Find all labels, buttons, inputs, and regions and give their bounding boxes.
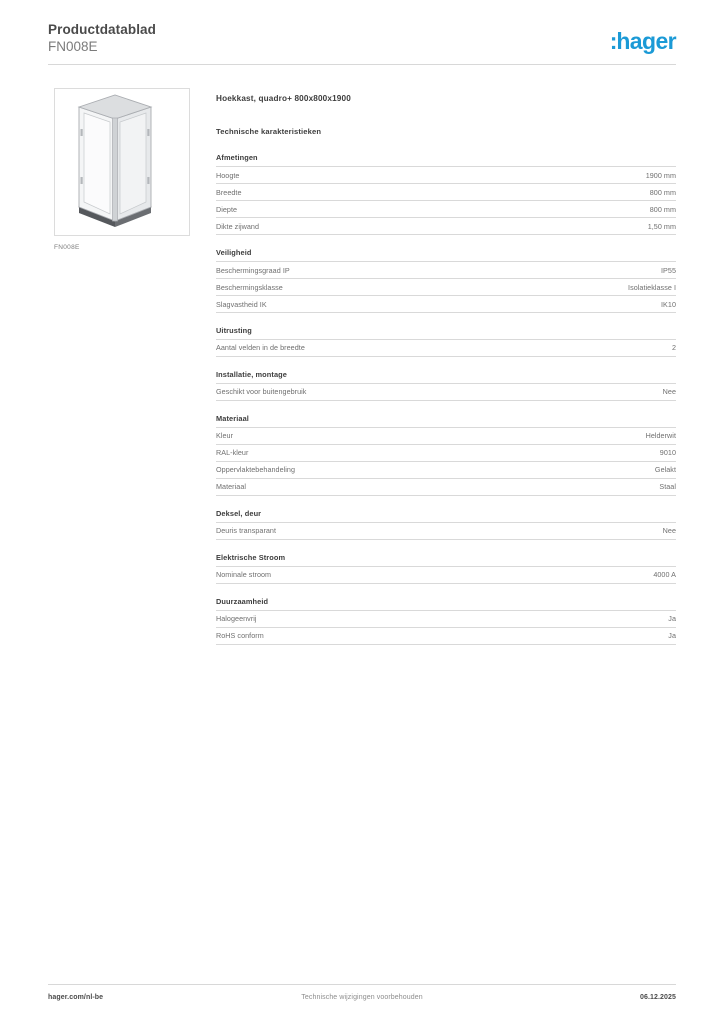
spec-label: Oppervlaktebehandeling	[216, 465, 296, 475]
spec-label: Materiaal	[216, 482, 247, 492]
header-titles	[48, 22, 156, 55]
spec-value: 2	[671, 343, 676, 353]
table-row	[216, 278, 676, 295]
spec-label: Nominale stroom	[216, 570, 272, 580]
spec-group-title: Elektrische Stroom	[216, 552, 286, 562]
table-row	[216, 167, 676, 184]
product-name: Hoekkast, quadro+ 800x800x1900	[216, 94, 351, 103]
specification-content	[216, 94, 676, 658]
spec-group	[216, 370, 676, 401]
spec-label: Beschermingsklasse	[216, 282, 283, 292]
spec-value: Ja	[668, 614, 676, 624]
figure-caption: FN008E	[54, 244, 80, 251]
spec-value: 800 mm	[649, 187, 676, 197]
product-reference-subtitle: FN008E	[48, 39, 98, 54]
spec-label: Diepte	[216, 204, 238, 214]
spec-label: Dikte zijwand	[216, 221, 259, 231]
spec-value: Nee	[662, 526, 676, 536]
spec-label: Geschikt voor buitengebruik	[216, 387, 307, 397]
table-row	[216, 339, 676, 356]
page-title: Productdatablad	[48, 22, 157, 37]
table-row	[216, 183, 676, 200]
spec-group-title: Afmetingen	[216, 153, 258, 162]
spec-group	[216, 414, 676, 496]
spec-group	[216, 326, 676, 357]
table-row	[216, 444, 676, 461]
spec-label: Breedte	[216, 187, 242, 197]
spec-group-title: Deksel, deur	[216, 508, 262, 518]
spec-group	[216, 153, 676, 235]
spec-group-title: Duurzaamheid	[216, 596, 269, 606]
spec-table	[216, 339, 676, 357]
logo-colon-icon: :	[609, 28, 617, 54]
spec-table	[216, 610, 676, 645]
spec-group	[216, 553, 676, 584]
spec-value: Ja	[668, 631, 676, 641]
spec-label: Aantal velden in de breedte	[216, 343, 305, 353]
table-row	[216, 522, 676, 539]
spec-label: Slagvastheid IK	[216, 299, 267, 309]
table-row	[216, 566, 676, 583]
table-row	[216, 427, 676, 444]
footer-divider	[48, 984, 676, 985]
technical-characteristics-heading: Technische karakteristieken	[216, 127, 322, 136]
hager-logo	[610, 28, 676, 54]
spec-value: Staal	[659, 482, 676, 492]
table-row	[216, 295, 676, 312]
logo-wordmark: hager	[616, 28, 676, 54]
table-row	[216, 478, 676, 495]
product-figure	[54, 88, 192, 251]
table-row	[216, 200, 676, 217]
spec-value: 9010	[659, 448, 676, 458]
spec-group	[216, 248, 676, 313]
table-row	[216, 261, 676, 278]
table-row	[216, 610, 676, 627]
table-row	[216, 383, 676, 400]
product-image-frame	[54, 88, 190, 236]
spec-group	[216, 509, 676, 540]
spec-table	[216, 166, 676, 235]
page-footer	[48, 994, 676, 1008]
spec-group	[216, 597, 676, 645]
spec-group-title: Veiligheid	[216, 247, 252, 257]
footer-website-link[interactable]: hager.com/nl-be	[48, 994, 104, 1001]
page-header	[48, 22, 676, 68]
table-row	[216, 217, 676, 234]
spec-label: Kleur	[216, 431, 234, 441]
spec-table	[216, 261, 676, 313]
spec-label: Beschermingsgraad IP	[216, 265, 290, 275]
table-row	[216, 461, 676, 478]
footer-date: 06.12.2025	[639, 994, 676, 1001]
header-divider	[48, 64, 676, 65]
spec-table	[216, 427, 676, 496]
spec-label: RAL-kleur	[216, 448, 249, 458]
spec-value: 1900 mm	[645, 170, 676, 180]
spec-value: 4000 A	[653, 570, 676, 580]
footer-disclaimer: Technische wijzigingen voorbehouden	[301, 994, 423, 1001]
spec-label: Hoogte	[216, 170, 240, 180]
spec-label: Halogeenvrij	[216, 614, 257, 624]
spec-value: Isolatieklasse I	[628, 282, 676, 292]
spec-value: 800 mm	[649, 204, 676, 214]
spec-value: 1,50 mm	[647, 221, 676, 231]
corner-enclosure-icon	[55, 89, 189, 235]
spec-groups	[216, 153, 676, 645]
spec-value: Gelakt	[654, 465, 676, 475]
spec-value: IK10	[661, 299, 676, 309]
spec-group-title: Uitrusting	[216, 325, 252, 335]
spec-label: Deuris transparant	[216, 526, 277, 536]
spec-label: RoHS conform	[216, 631, 264, 641]
spec-table	[216, 383, 676, 401]
spec-group-title: Installatie, montage	[216, 369, 287, 379]
spec-table	[216, 566, 676, 584]
spec-group-title: Materiaal	[216, 413, 249, 423]
spec-value: IP55	[661, 265, 676, 275]
spec-value: Nee	[662, 387, 676, 397]
table-row	[216, 627, 676, 644]
spec-value: Helderwit	[645, 431, 676, 441]
spec-table	[216, 522, 676, 540]
